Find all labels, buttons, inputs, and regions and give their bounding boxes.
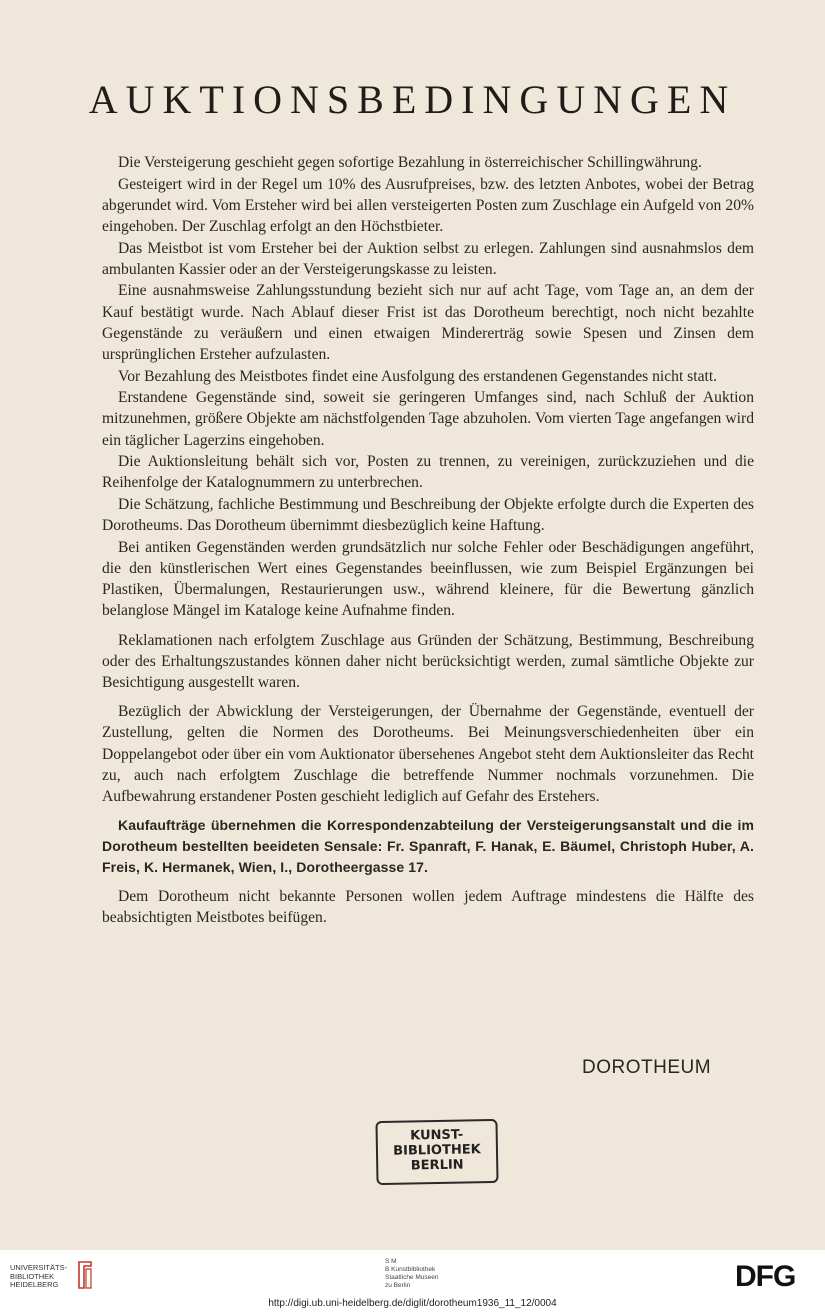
last-paragraph: Dem Dorotheum nicht bekannte Personen wollen jedem Auftrage mindestens die Hälfte des beabsichtigten Meistbotes beifügen. [102,888,754,927]
museum-line: S M [385,1258,397,1265]
paragraph: Bezüglich der Abwicklung der Versteigerungen, der Übernahme der Gegenstände, eventuell der Zustellung, gelten die Normen des Dorotheums. Bei Meinungsverschiedenheiten über ein Doppelangebot oder über ein vom Auktionator übersehenes Angebot steht dem Auktionsleiter das Recht zu, auch nach erfolgtem Zuschlage die betreffende Nummer nochmals vorzunehmen. Die Aufbewahrung erstandener Posten geschieht lediglich auf Gefahr des Erstehers. [102,703,754,806]
library-stamp [375,1119,498,1185]
museum-line: Staatliche Museen [385,1274,439,1281]
conditions-text [102,152,754,929]
paragraph: Bei antiken Gegenständen werden grundsätzlich nur solche Fehler oder Beschädigungen angeführt, die den künstlerischen Wert eines Gegenstandes beeinflussen, wie zum Beispiel Ergänzungen bei Plastiken, Übermalungen, Restaurierungen usw., während kleinere, für die Bewertung gänzlich belanglose Mängel im Kataloge keine Aufnahme finden. [102,538,754,620]
dfg-logo: DFG [735,1260,796,1293]
paragraph: Gesteigert wird in der Regel um 10% des Ausrufpreises, bzw. des letzten Anbotes, wobei der Betrag abgerundet wird. Vom Ersteher wird bei allen versteigerten Posten zum Zuschlage ein Aufgeld von 20% eingehoben. Der Zuschlag erfolgt an den Höchstbieter. [102,175,754,235]
stamp-line: BERLIN [410,1157,464,1174]
page-title: AUKTIONSBEDINGUNGEN [88,77,737,122]
uni-line: BIBLIOTHEK [10,1271,55,1281]
bold-paragraph: Kaufaufträge übernehmen die Korrespondenzabteilung der Versteigerungsanstalt und die im Dorotheum bestellten beeideten Sensale: Fr. Spanraft, F. Hanak, E. Bäumel, Christoph Huber, A. Freis, K. Hermanek, Wien, I., Dorotheergasse 17. [102,817,754,876]
signature: DOROTHEUM [582,1057,712,1078]
stamp-line: KUNST- [410,1127,464,1144]
museum-info [385,1258,438,1290]
paragraph: Eine ausnahmsweise Zahlungsstundung bezieht sich nur auf acht Tage, vom Tage an, an dem der Kauf bestätigt wurde. Nach Ablauf dieser Frist ist das Dorotheum berechtigt, noch nicht bezahlte Gegenstände zu veräußern und einen etwaigen Mindererträg sowie Spesen und Zinsen dem ursprünglichen Ersteher aufzulasten. [102,282,754,363]
uni-line: HEIDELBERG [10,1280,59,1289]
paragraph: Erstandene Gegenstände sind, soweit sie geringeren Umfanges sind, nach Schluß der Auktion mitzunehmen, größere Objekte am nächstfolgenden Tage abzuholen. Vom vierten Tage angefangen wird ein täglicher Lagerzins eingehoben. [102,389,754,449]
source-url[interactable]: http://digi.ub.uni-heidelberg.de/diglit/dorotheum1936_11_12/0004 [268,1298,557,1309]
paragraph: Reklamationen nach erfolgtem Zuschlage aus Gründen der Schätzung, Bestimmung, Beschreibung oder des Erhaltungszustandes können daher nicht berücksichtigt werden, zumal sämtliche Objekte zur Besichtigung ausgestellt waren. [102,631,754,691]
museum-line: B Kunstbibliothek [385,1266,436,1273]
uni-line: UNIVERSITÄTS- [10,1263,68,1272]
paragraph: Die Auktionsleitung behält sich vor, Posten zu trennen, zu vereinigen, zurückzuziehen und die Reihenfolge der Katalognummern zu unterbrechen. [102,453,754,492]
paragraph: Vor Bezahlung des Meistbotes findet eine Ausfolgung des erstandenen Gegenstandes nicht statt. [118,367,718,385]
museum-line: zu Berlin [385,1282,411,1289]
paragraph: Das Meistbot ist vom Ersteher bei der Auktion selbst zu erlegen. Zahlungen sind ausnahmslos dem ambulanten Kassier oder an der Versteigerungskasse zu leisten. [102,239,754,278]
stamp-line: BIBLIOTHEK [393,1142,481,1159]
university-library-logo [10,1264,67,1290]
footer-bar [0,1250,825,1312]
paragraph: Die Schätzung, fachliche Bestimmung und Beschreibung der Objekte erfolgte durch die Experten des Dorotheums. Das Dorotheum übernimmt diesbezüglich keine Haftung. [102,495,754,535]
paragraph: Die Versteigerung geschieht gegen sofortige Bezahlung in österreichischer Schillingwährung. [118,154,702,171]
library-mark-icon [76,1260,94,1290]
